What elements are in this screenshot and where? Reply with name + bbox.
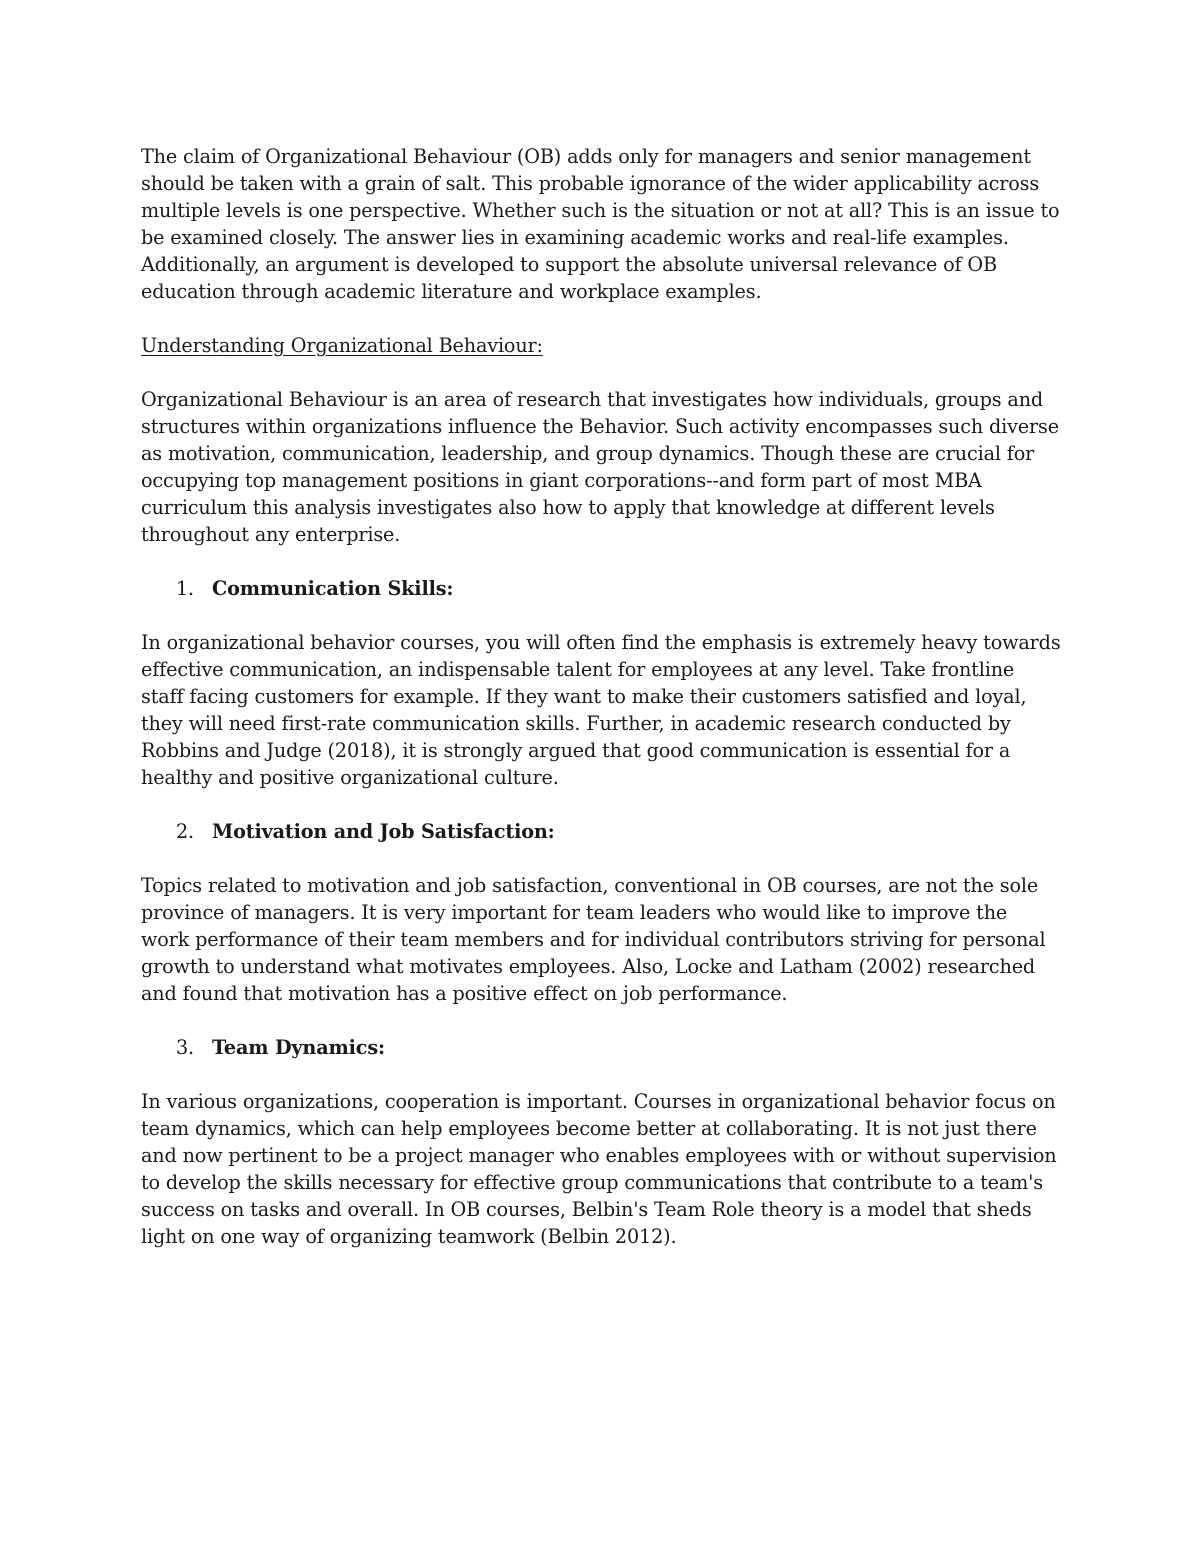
list-item-communication-skills	[141, 575, 1061, 602]
communication-skills-paragraph: In organizational behavior courses, you will often find the emphasis is extremely heavy towards effective communication, an indispensable talent for employees at any level. Take frontline staff facing customers for example. If they want to make their customers satisfied and loyal, they will need first-rate communication skills. Further, in academic research conducted by Robbins and Judge (2018), it is strongly argued that good communication is essential for a healthy and positive organizational culture.	[141, 631, 1061, 789]
list-item-number: 3.	[176, 1036, 195, 1059]
motivation-paragraph: Topics related to motivation and job satisfaction, conventional in OB courses, are not the sole province of managers. It is very important for team leaders who would like to improve the work performance of their team members and for individual contributors striving for personal growth to understand what motivates employees. Also, Locke and Latham (2002) researched and found that motivation has a positive effect on job performance.	[141, 874, 1046, 1005]
section-heading: Understanding Organizational Behaviour:	[141, 334, 543, 357]
list-item-number: 1.	[176, 577, 195, 600]
list-item-team-dynamics	[141, 1034, 1061, 1061]
list-item-title: Team Dynamics:	[212, 1036, 385, 1059]
list-item-title: Communication Skills:	[212, 577, 454, 600]
intro-paragraph: The claim of Organizational Behaviour (OB) adds only for managers and senior management should be taken with a grain of salt. This probable ignorance of the wider applicability across multiple levels is one perspective. Whether such is the situation or not at all? This is an issue to be examined closely. The answer lies in examining academic works and real-life examples. Additionally, an argument is developed to support the absolute universal relevance of OB education through academic literature and workplace examples.	[141, 145, 1060, 303]
team-dynamics-paragraph: In various organizations, cooperation is important. Courses in organizational behavior focus on team dynamics, which can help employees become better at collaborating. It is not just there and now pertinent to be a project manager who enables employees with or without supervision to develop the skills necessary for effective group communications that contribute to a team's success on tasks and overall. In OB courses, Belbin's Team Role theory is a model that sheds light on one way of organizing teamwork (Belbin 2012).	[141, 1090, 1057, 1248]
list-item-title: Motivation and Job Satisfaction:	[212, 820, 555, 843]
section-paragraph: Organizational Behaviour is an area of research that investigates how individuals, groups and structures within organizations influence the Behavior. Such activity encompasses such diverse as motivation, communication, leadership, and group dynamics. Though these are crucial for occupying top management positions in giant corporations--and form part of most MBA curriculum this analysis investigates also how to apply that knowledge at different levels throughout any enterprise.	[141, 388, 1059, 546]
document-page	[141, 143, 1061, 1277]
list-item-number: 2.	[176, 820, 195, 843]
list-item-motivation	[141, 818, 1061, 845]
